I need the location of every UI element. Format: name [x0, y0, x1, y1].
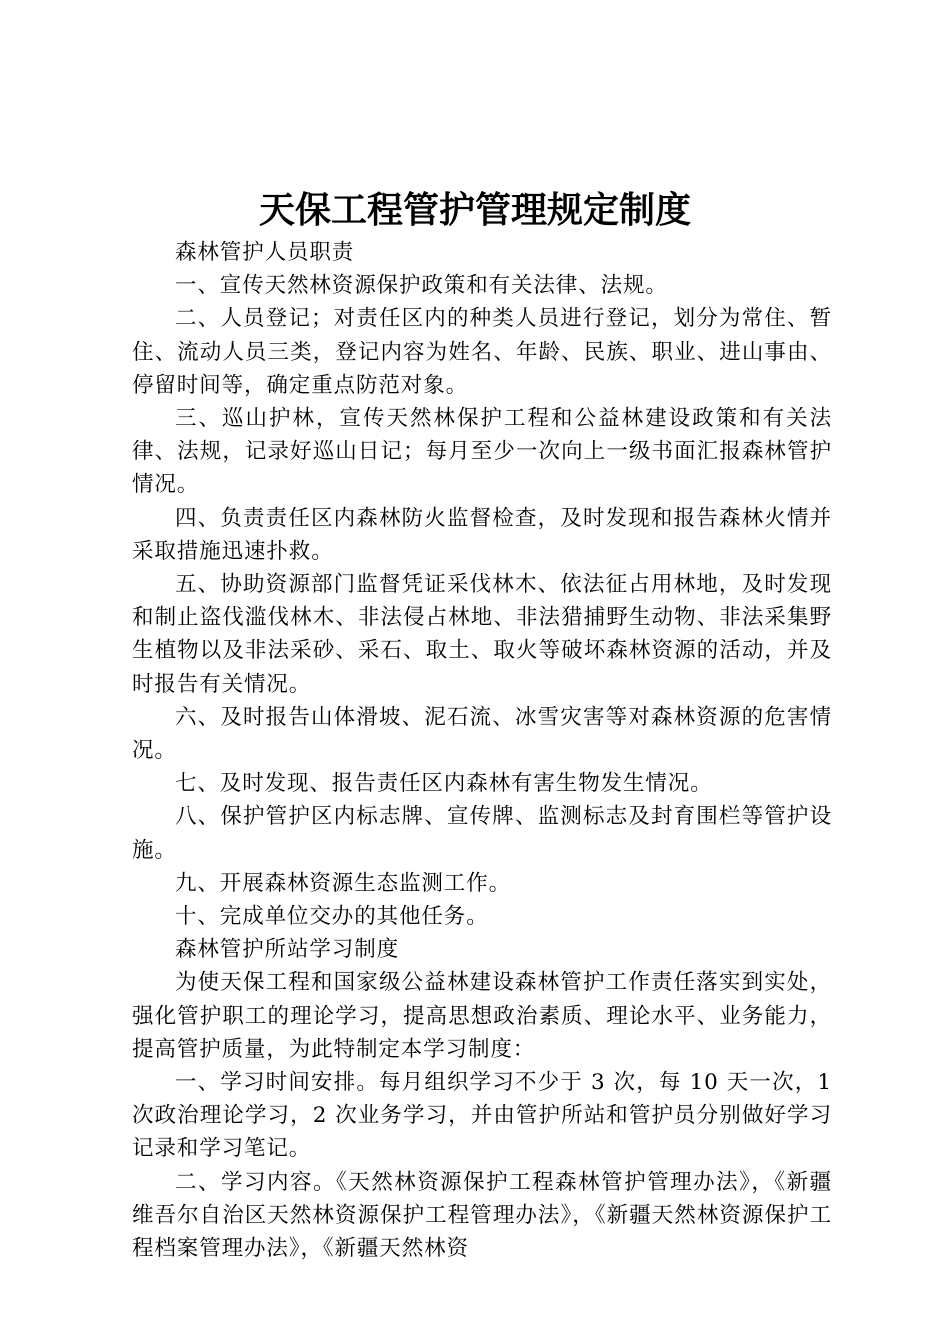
paragraph-duty-3: 三、巡山护林，宣传天然林保护工程和公益林建设政策和有关法律、法规，记录好巡山日记；每月至少一次向上一级书面汇报森林管护情况。: [132, 406, 832, 498]
paragraph-duty-9: 九、开展森林资源生态监测工作。: [175, 870, 512, 896]
paragraph-study-intro: 为使天保工程和国家级公益林建设森林管护工作责任落实到实处，强化管护职工的理论学习，提高思想政治素质、理论水平、业务能力，提高管护质量，为此特制定本学习制度：: [132, 970, 832, 1062]
paragraph-duty-4: 四、负责责任区内森林防火监督检查，及时发现和报告森林火情并采取措施迅速扑救。: [132, 505, 832, 564]
section-heading-ranger-duties: 森林管护人员职责: [175, 240, 355, 265]
paragraph-study-content: 二、学习内容。《天然林资源保护工程森林管护管理办法》，《新疆维吾尔自治区天然林资源保护工程管理办法》，《新疆天然林资源保护工程档案管理办法》，《新疆天然林资: [132, 1169, 832, 1262]
paragraph-duty-7: 七、及时发现、报告责任区内森林有害生物发生情况。: [175, 771, 713, 797]
paragraph-study-schedule: 一、学习时间安排。每月组织学习不少于 3 次，每 10 天一次，1 次政治理论学习，2 次业务学习，并由管护所站和管护员分别做好学习记录和学习笔记。: [132, 1070, 832, 1162]
paragraph-duty-5: 五、协助资源部门监督凭证采伐林木、依法征占用林地，及时发现和制止盗伐滥伐林木、非法侵占林地、非法猎捕野生动物、非法采集野生植物以及非法采砂、采石、取土、取火等破坏森林资源的活动，并及时报告有关情况。: [132, 572, 832, 697]
paragraph-duty-10: 十、完成单位交办的其他任务。: [175, 904, 489, 930]
document-title: 天保工程管护管理规定制度: [258, 189, 691, 231]
paragraph-duty-2: 二、人员登记；对责任区内的种类人员进行登记，划分为常住、暂住、流动人员三类，登记内容为姓名、年龄、民族、职业、进山事由、停留时间等，确定重点防范对象。: [132, 306, 832, 398]
document-body: [132, 236, 832, 1265]
paragraph-duty-8: 八、保护管护区内标志牌、宣传牌、监测标志及封育围栏等管护设施。: [132, 804, 832, 863]
section-heading-study-system: 森林管护所站学习制度: [175, 937, 400, 963]
paragraph-duty-1: 一、宣传天然林资源保护政策和有关法律、法规。: [175, 273, 668, 299]
paragraph-duty-6: 六、及时报告山体滑坡、泥石流、冰雪灾害等对森林资源的危害情况。: [132, 704, 832, 764]
